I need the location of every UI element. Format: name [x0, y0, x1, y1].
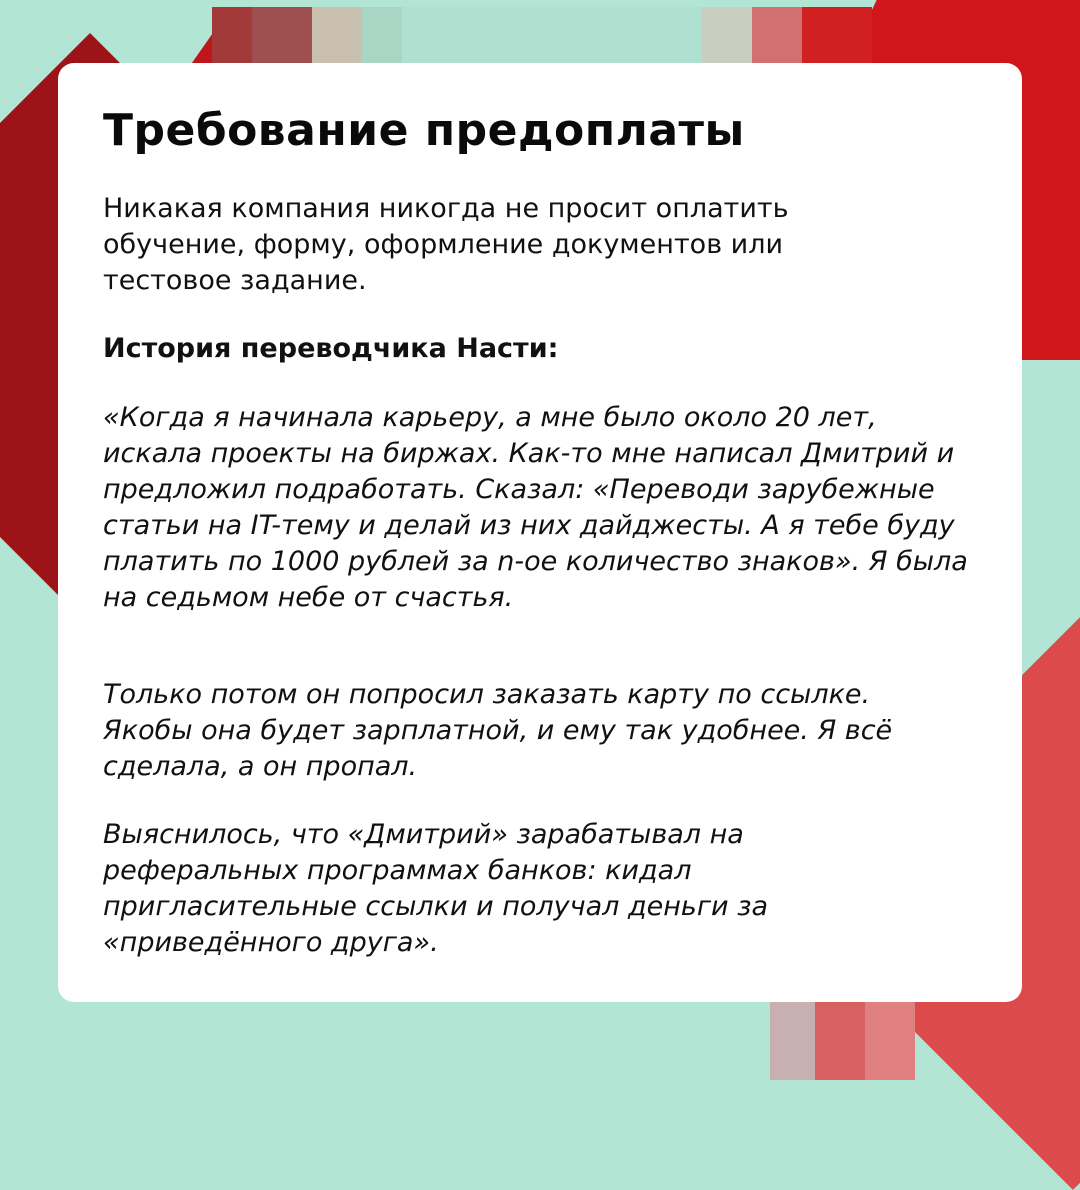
story-heading: История переводчика Насти: — [103, 333, 559, 364]
content-card — [58, 63, 1022, 1002]
decor-stripes-top — [212, 7, 872, 67]
story-paragraph: Выяснилось, что «Дмитрий» зарабатывал на реферальных программах банков: кидал пригласительные ссылки и получал деньги за «приведённого друга». — [103, 819, 769, 958]
story-paragraph: Только потом он попросил заказать карту по ссылке. Якобы она будет зарплатной, и ему так удобнее. Я всё сделала, а он пропал. — [103, 679, 893, 782]
page-title: Требование предоплаты — [103, 105, 745, 156]
intro-text: Никакая компания никогда не просит оплатить обучение, форму, оформление документов или тестовое задание. — [103, 193, 789, 296]
decor-stripes-bottom — [770, 1000, 915, 1080]
story-paragraph: «Когда я начинала карьеру, а мне было около 20 лет, искала проекты на биржах. Как-то мне написал Дмитрий и предложил подработать. Сказал: «Переводи зарубежные статьи на IT-тему и делай из них дайджесты. А я тебе буду платить по 1000 рублей за n-ое количество знаков». Я была на седьмом небе от счастья. — [103, 402, 968, 613]
